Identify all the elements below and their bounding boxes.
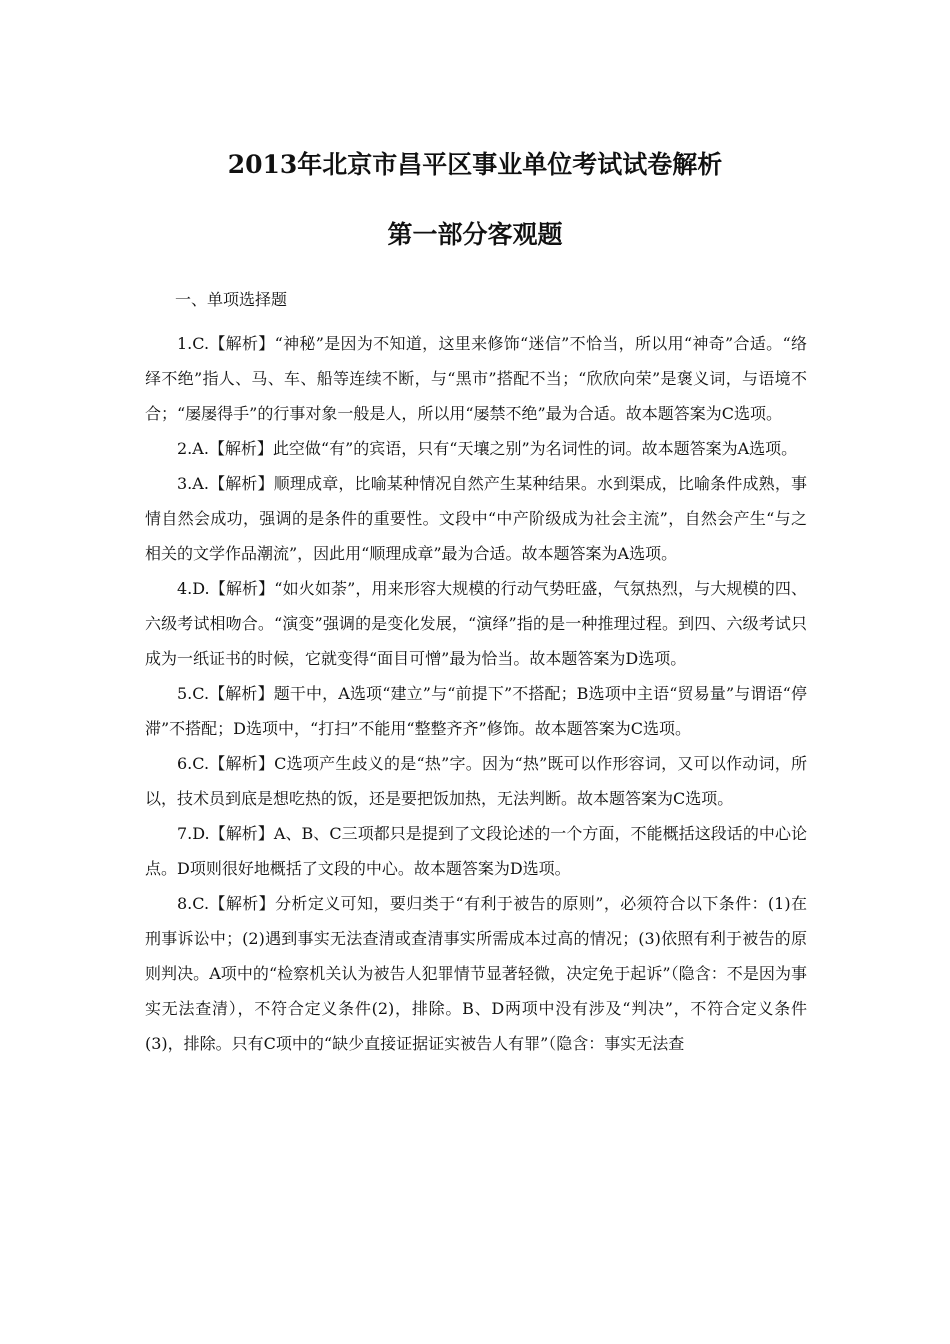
explanation-paragraph-4: 4.D.【解析】“如火如荼”，用来形容大规模的行动气势旺盛，气氛热烈，与大规模的四、六级考试相吻合。“演变”强调的是变化发展，“演绎”指的是一种推理过程。到四、六级考试只成为一纸证书的时候，它就变得“面目可憎”最为恰当。故本题答案为D选项。 (145, 579, 807, 668)
explanation-paragraph-1: 1.C.【解析】“神秘”是因为不知道，这里来修饰“迷信”不恰当，所以用“神奇”合适。“络绎不绝”指人、马、车、船等连续不断，与“黑市”搭配不当；“欣欣向荣”是褒义词，与语境不合；“屡屡得手”的行事对象一般是人，所以用“屡禁不绝”最为合适。故本题答案为C选项。 (145, 334, 807, 423)
section-heading: 一、单项选择题 (175, 290, 288, 309)
explanation-paragraph-3: 3.A.【解析】顺理成章，比喻某种情况自然产生某种结果。水到渠成，比喻条件成熟，事情自然会成功，强调的是条件的重要性。文段中“中产阶级成为社会主流”，自然会产生“与之相关的文学作品潮流”，因此用“顺理成章”最为合适。故本题答案为A选项。 (145, 474, 807, 563)
explanation-paragraph-5: 5.C.【解析】题干中，A选项“建立”与“前提下”不搭配；B选项中主语“贸易量”与谓语“停滞”不搭配；D选项中，“打扫”不能用“整整齐齐”修饰。故本题答案为C选项。 (145, 684, 807, 738)
answer-explanations (145, 326, 807, 1061)
explanation-paragraph-7: 7.D.【解析】A、B、C三项都只是提到了文段论述的一个方面，不能概括这段话的中心论点。D项则很好地概括了文段的中心。故本题答案为D选项。 (145, 824, 807, 878)
part-title: 第一部分客观题 (387, 220, 563, 249)
explanation-paragraph-8: 8.C.【解析】分析定义可知，要归类于“有利于被告的原则”，必须符合以下条件：(1)在刑事诉讼中；(2)遇到事实无法查清或查清事实所需成本过高的情况；(3)依照有利于被告的原则判决。A项中的“检察机关认为被告人犯罪情节显著轻微，决定免于起诉”（隐含：不是因为事实无法查清），不符合定义条件(2)，排除。B、D两项中没有涉及“判决”，不符合定义条件(3)，排除。只有C项中的“缺少直接证据证实被告人有罪”（隐含：事实无法查 (145, 894, 807, 1053)
document-title: 2013年北京市昌平区事业单位考试试卷解析 (227, 150, 723, 179)
explanation-paragraph-6: 6.C.【解析】C选项产生歧义的是“热”字。因为“热”既可以作形容词，又可以作动词，所以，技术员到底是想吃热的饭，还是要把饭加热，无法判断。故本题答案为C选项。 (145, 754, 807, 808)
explanation-paragraph-2: 2.A.【解析】此空做“有”的宾语，只有“天壤之别”为名词性的词。故本题答案为A选项。 (177, 439, 798, 458)
